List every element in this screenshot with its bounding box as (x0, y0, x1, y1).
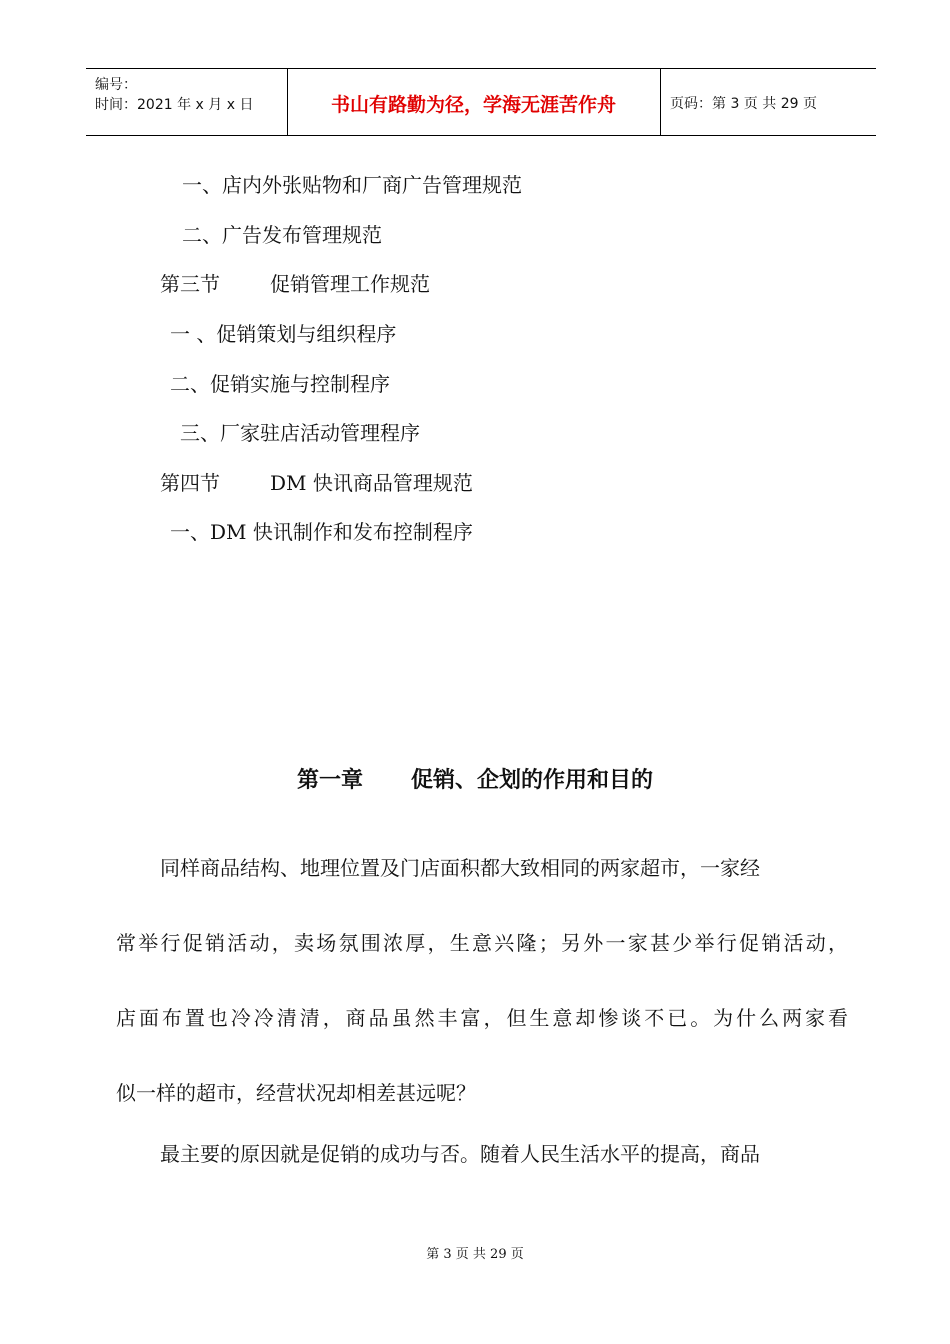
body-paragraph-line: 店面布置也冷冷清清，商品虽然丰富，但生意却惨谈不已。为什么两家看 (116, 1006, 848, 1030)
header-motto: 书山有路勤为径，学海无涯苦作舟 (330, 93, 616, 116)
chapter-heading (0, 766, 950, 796)
body-paragraph-line: 最主要的原因就是促销的成功与否。随着人民生活水平的提高，商品 (160, 1142, 760, 1166)
toc-item-vendor-activities: 三、厂家驻店活动管理程序 (180, 421, 420, 445)
toc-section-four-title: DM 快讯商品管理规范 (270, 471, 473, 495)
toc-item-posters-ads: 一、店内外张贴物和厂商广告管理规范 (182, 173, 522, 197)
toc-section-four-number: 第四节 (160, 471, 220, 495)
chapter-title: 促销、企划的作用和目的 (411, 768, 654, 793)
body-paragraph-line: 常举行促销活动，卖场氛围浓厚，生意兴隆；另外一家甚少举行促销活动， (116, 931, 848, 955)
toc-item-dm-production: 一、DM 快讯制作和发布控制程序 (170, 520, 473, 544)
header-divider-right (660, 69, 661, 135)
page-header (86, 68, 876, 136)
body-paragraph-line: 同样商品结构、地理位置及门店面积都大致相同的两家超市，一家经 (160, 856, 760, 880)
toc-item-promo-implementation: 二、促销实施与控制程序 (170, 372, 390, 396)
page-footer: 第 3 页 共 29 页 (426, 1247, 524, 1262)
header-page-info: 页码：第 3 页 共 29 页 (670, 96, 817, 112)
chapter-number: 第一章 (296, 768, 363, 793)
body-paragraph-line: 似一样的超市，经营状况却相差甚远呢？ (116, 1081, 476, 1105)
toc-section-three-number: 第三节 (160, 272, 220, 296)
toc-item-ad-release: 二、广告发布管理规范 (182, 223, 382, 247)
toc-section-three (160, 271, 430, 297)
toc-item-promo-planning: 一 、促销策划与组织程序 (170, 322, 397, 346)
header-meta (95, 75, 285, 115)
toc-section-three-title: 促销管理工作规范 (270, 272, 430, 296)
document-number-label: 编号： (95, 77, 137, 93)
document-time-label: 时间：2021 年 x 月 x 日 (95, 97, 254, 113)
toc-section-four (160, 470, 473, 496)
